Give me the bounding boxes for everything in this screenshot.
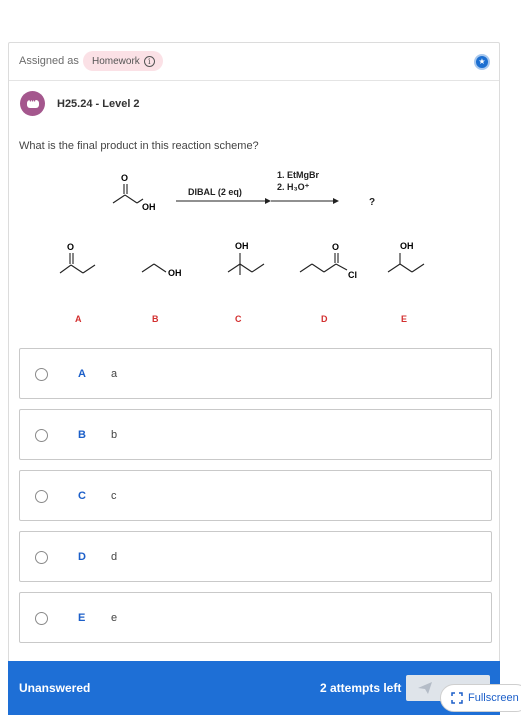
choice-text: c [111, 490, 117, 502]
question-prompt: What is the final product in this reaction scheme? [19, 140, 259, 152]
radio-e[interactable] [35, 612, 48, 625]
card-header [9, 43, 499, 81]
e-oh-label: OH [400, 241, 414, 251]
answer-status: Unanswered [19, 681, 91, 695]
structure-b [142, 264, 166, 272]
choice-text: b [111, 429, 118, 441]
structure-d [300, 253, 347, 272]
choice-letter: A [78, 368, 86, 380]
answer-footer [8, 661, 500, 715]
homework-badge-label: Homework [92, 55, 140, 67]
reagent2-line2: 2. H₃O⁺ [277, 182, 310, 192]
c-oh-label: OH [235, 241, 249, 251]
choice-text: a [111, 368, 118, 380]
reagent2-line1: 1. EtMgBr [277, 170, 320, 180]
choice-text: d [111, 551, 118, 563]
assigned-label: Assigned as [19, 55, 79, 67]
structure-c [228, 253, 264, 275]
radio-a[interactable] [35, 368, 48, 381]
a-oxygen-label: O [67, 242, 75, 252]
fullscreen-button[interactable] [440, 684, 521, 712]
radio-d[interactable] [35, 551, 48, 564]
question-card [8, 42, 500, 715]
arrow-1-head [265, 198, 271, 204]
structure-a [60, 253, 95, 273]
choice-e[interactable] [19, 592, 492, 643]
structure-e [388, 253, 424, 272]
choice-c[interactable] [19, 470, 492, 521]
choice-b[interactable] [19, 409, 492, 460]
b-oh-label: OH [168, 268, 182, 278]
start-oxygen-label: O [121, 173, 129, 183]
choice-d[interactable] [19, 531, 492, 582]
structure-label-b: B [152, 314, 159, 324]
product-placeholder: ? [369, 197, 376, 208]
choice-a[interactable] [19, 348, 492, 399]
info-icon[interactable]: i [144, 56, 155, 67]
choice-letter: B [78, 429, 86, 441]
choice-letter: E [78, 612, 86, 624]
homework-badge[interactable] [83, 51, 163, 71]
chat-icon: ••• [27, 100, 39, 108]
expand-icon [451, 692, 463, 704]
send-icon [418, 682, 432, 694]
choice-letter: D [78, 551, 86, 563]
structure-label-a: A [75, 314, 82, 324]
radio-b[interactable] [35, 429, 48, 442]
structure-label-d: D [321, 314, 328, 324]
question-title: H25.24 - Level 2 [57, 98, 140, 110]
d-cl-label: Cl [348, 270, 357, 280]
choice-letter: C [78, 490, 86, 502]
arrow-2-head [333, 198, 339, 204]
reaction-scheme [9, 161, 499, 331]
choice-text: e [111, 612, 118, 624]
starting-material [113, 184, 143, 203]
d-oxygen-label: O [332, 242, 340, 252]
structure-label-e: E [401, 314, 408, 324]
fullscreen-label: Fullscreen [468, 692, 519, 704]
structure-label-c: C [235, 314, 242, 324]
star-icon[interactable]: ★ [474, 54, 490, 70]
radio-c[interactable] [35, 490, 48, 503]
attempts-left: 2 attempts left [320, 681, 402, 695]
reagent1-label: DIBAL (2 eq) [188, 187, 242, 197]
question-avatar [20, 91, 45, 116]
start-oh-label: OH [142, 202, 156, 212]
